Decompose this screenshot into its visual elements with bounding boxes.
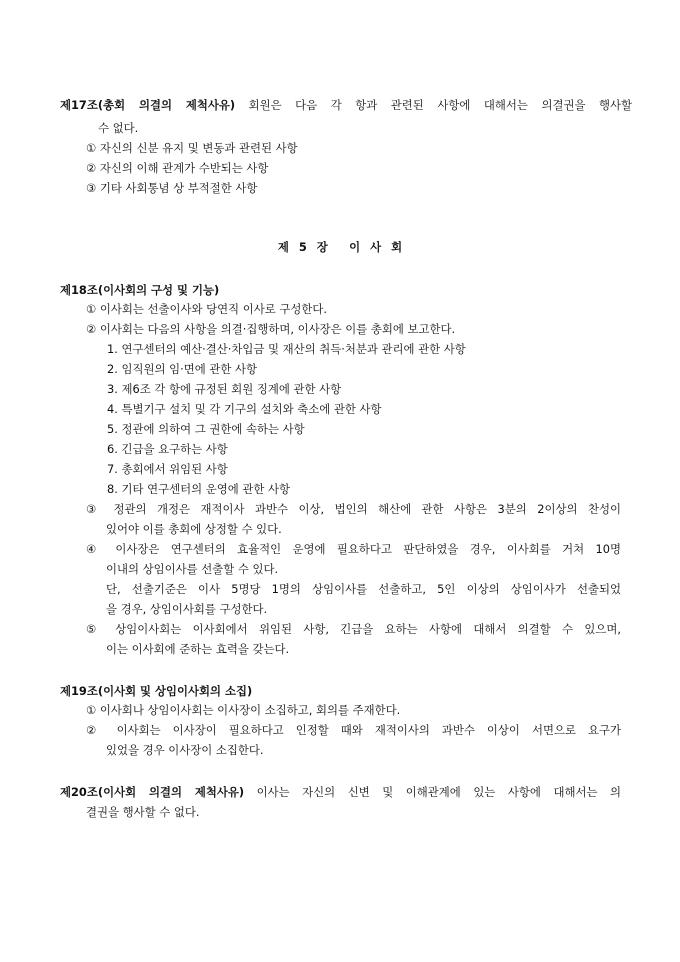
article-18-para-2: ② 이사회는 다음의 사항을 의결·집행하며, 이사장은 이를 총회에 보고한다.	[86, 322, 456, 336]
article-17	[60, 98, 632, 112]
article-20-text: 이사는 자신의 신변 및 이해관계에 있는 사항에 대해서는 의	[244, 785, 621, 799]
article-18-para-1: ① 이사회는 선출이사와 당연직 이사로 구성한다.	[86, 302, 328, 316]
article-17-item-3: ③ 기타 사회통념 상 부적절한 사항	[86, 181, 258, 195]
article-18-subitem-4: 4. 특별기구 설치 및 각 기구의 설치와 축소에 관한 사항	[107, 402, 382, 416]
article-18-subitem-3: 3. 제6조 각 항에 규정된 회원 징계에 관한 사항	[107, 382, 342, 396]
article-18-para-4-line-4: 을 경우, 상임이사회를 구성한다.	[106, 602, 268, 616]
article-17-item-2: ② 자신의 이해 관계가 수반되는 사항	[86, 161, 269, 175]
chapter-heading: 제 5 장 이 사 회	[277, 240, 403, 254]
article-18-subitem-5: 5. 정관에 의하여 그 권한에 속하는 사항	[107, 422, 305, 436]
article-18-para-5-line-1: ⑤ 상임이사회는 이사회에서 위임된 사항, 긴급을 요하는 사항에 대해서 의결할 수 있으며,	[86, 622, 621, 636]
article-18-subitem-8: 8. 기타 연구센터의 운영에 관한 사항	[107, 482, 291, 496]
article-20-continuation: 결권을 행사할 수 없다.	[86, 805, 200, 819]
article-18-para-3-line-2: 있어야 이를 총회에 상정할 수 있다.	[106, 522, 282, 536]
article-18-para-4-line-1: ④ 이사장은 연구센터의 효율적인 운영에 필요하다고 판단하였을 경우, 이사회를 거쳐 10명	[86, 542, 621, 556]
article-18-para-5-line-2: 이는 이사회에 준하는 효력을 갖는다.	[106, 642, 290, 656]
article-18-subitem-1: 1. 연구센터의 예산·결산·차입금 및 재산의 취득·처분과 관리에 관한 사항	[107, 342, 466, 356]
article-19-para-2-line-2: 있었을 경우 이사장이 소집한다.	[106, 743, 264, 757]
article-18-title: 제18조(이사회의 구성 및 기능)	[60, 283, 220, 297]
article-18-para-3-line-1: ③ 정관의 개정은 재적이사 과반수 이상, 법인의 해산에 관한 사항은 3분의 2이상의 찬성이	[86, 502, 621, 516]
article-17-text: 회원은 다음 각 항과 관련된 사항에 대해서는 의결권을 행사할	[235, 98, 633, 112]
article-18-subitem-2: 2. 임직원의 임·면에 관한 사항	[107, 362, 258, 376]
article-17-item-1: ① 자신의 신분 유지 및 변동과 관련된 사항	[86, 141, 298, 155]
article-20	[60, 785, 621, 799]
article-17-title: 제17조(총회 의결의 제척사유)	[60, 98, 236, 112]
article-17-continuation: 수 없다.	[98, 121, 139, 135]
article-19-para-1: ① 이사회나 상임이사회는 이사장이 소집하고, 회의를 주재한다.	[86, 703, 401, 717]
article-18-para-4-line-2: 이내의 상임이사를 선출할 수 있다.	[106, 562, 279, 576]
article-19-para-2-line-1: ② 이사회는 이사장이 필요하다고 인정할 때와 재적이사의 과반수 이상이 서면으로 요구가	[86, 723, 621, 737]
article-18-subitem-6: 6. 긴급을 요구하는 사항	[107, 442, 228, 456]
article-20-title: 제20조(이사회 의결의 제척사유)	[60, 785, 245, 799]
article-18-para-4-line-3: 단, 선출기준은 이사 5명당 1명의 상임이사를 선출하고, 5인 이상의 상임이사가 선출되었	[106, 582, 621, 596]
article-18-subitem-7: 7. 총회에서 위임된 사항	[107, 462, 228, 476]
article-19-title: 제19조(이사회 및 상임이사회의 소집)	[60, 684, 253, 698]
